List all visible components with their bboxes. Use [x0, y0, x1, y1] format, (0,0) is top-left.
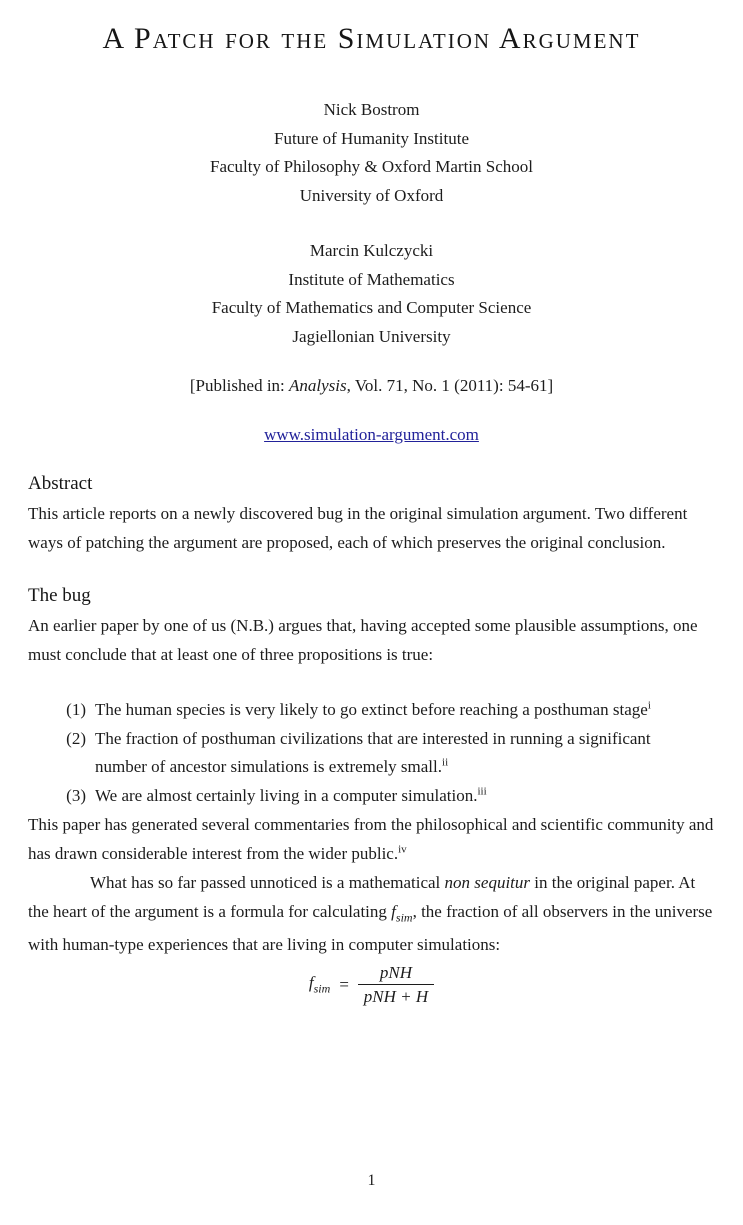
list-item-number: (3): [66, 785, 86, 805]
author-block-bostrom: [28, 96, 715, 210]
page-number: 1: [367, 1172, 376, 1189]
website-link-row: [28, 425, 715, 445]
propositions-list: [28, 696, 715, 810]
equals-sign: =: [338, 974, 350, 994]
author-affiliation: University of Oxford: [299, 185, 444, 205]
footnote-marker: iv: [398, 842, 407, 855]
list-item-text: The fraction of posthuman civilizations that are interested in running a significant number of ancestor simulations is extremely small.$^{ii}$: [95, 728, 651, 776]
author-affiliation: Jagiellonian University: [292, 326, 451, 346]
non-sequitur-italic: non sequitur: [444, 873, 531, 892]
author-affiliation: Future of Humanity Institute: [273, 128, 469, 148]
fsim-formula: [28, 962, 715, 1008]
commentary-paragraph: This paper has generated several commentaries from the philosophical and scientific community and has drawn considerable interest from the wider public.$^{iv}$: [28, 815, 714, 863]
footnote-marker: iii: [477, 784, 487, 797]
list-item-number: (1): [66, 700, 86, 719]
list-item-number: (2): [66, 728, 86, 748]
footnote-marker: i: [647, 699, 651, 712]
author-affiliation: Faculty of Philosophy & Oxford Martin School: [210, 157, 533, 176]
publication-prefix: [Published in:: [189, 376, 290, 395]
list-item: [28, 725, 715, 782]
publication-suffix: , Vol. 71, No. 1 (2011): 54-61]: [346, 376, 554, 395]
abstract-text: This article reports on a newly discovered bug in the original simulation argument. Two different ways of patching the argument are proposed, each of which preserves the original conclusion.: [28, 504, 688, 552]
fraction-numerator: pNH: [379, 962, 412, 982]
paper-title: A Patch for the Simulation Argument: [102, 22, 641, 55]
list-item: [28, 696, 715, 725]
footnote-marker: ii: [442, 756, 449, 769]
publication-info: [28, 376, 715, 396]
list-item-text: The human species is very likely to go extinct before reaching a posthuman stage$^i$: [95, 699, 651, 719]
author-name: Marcin Kulczycki: [309, 241, 434, 260]
author-name: Nick Bostrom: [323, 100, 420, 119]
author-affiliation: Faculty of Mathematics and Computer Science: [211, 298, 532, 317]
bug-intro-text: An earlier paper by one of us (N.B.) argues that, having accepted some plausible assumptions, one must conclude that at least one of three propositions is true:: [28, 616, 698, 664]
formula-fraction: [358, 962, 434, 1008]
journal-name: Analysis: [289, 376, 347, 395]
author-affiliation: Institute of Mathematics: [288, 269, 455, 289]
list-item: [28, 782, 715, 811]
list-item-text: We are almost certainly living in a computer simulation.$^{iii}$: [95, 784, 487, 805]
website-link[interactable]: www.simulation-argument.com: [264, 425, 479, 444]
fsim-symbol: $f_{sim}$: [391, 901, 413, 924]
formula-lhs: $f_{sim}$: [308, 973, 331, 996]
non-sequitur-paragraph: What has so far passed unnoticed is a mathematical non sequitur in the original paper. At the heart of the argument is a formula for calculating $f_{sim}$, the fraction of all observers in the universe with human-type experiences that are living in computer simulations:: [28, 873, 713, 955]
author-block-kulczycki: [28, 237, 715, 351]
bug-section-heading: The bug: [28, 585, 91, 606]
abstract-heading: Abstract: [28, 473, 93, 494]
fraction-denominator: pNH + H: [358, 984, 434, 1008]
